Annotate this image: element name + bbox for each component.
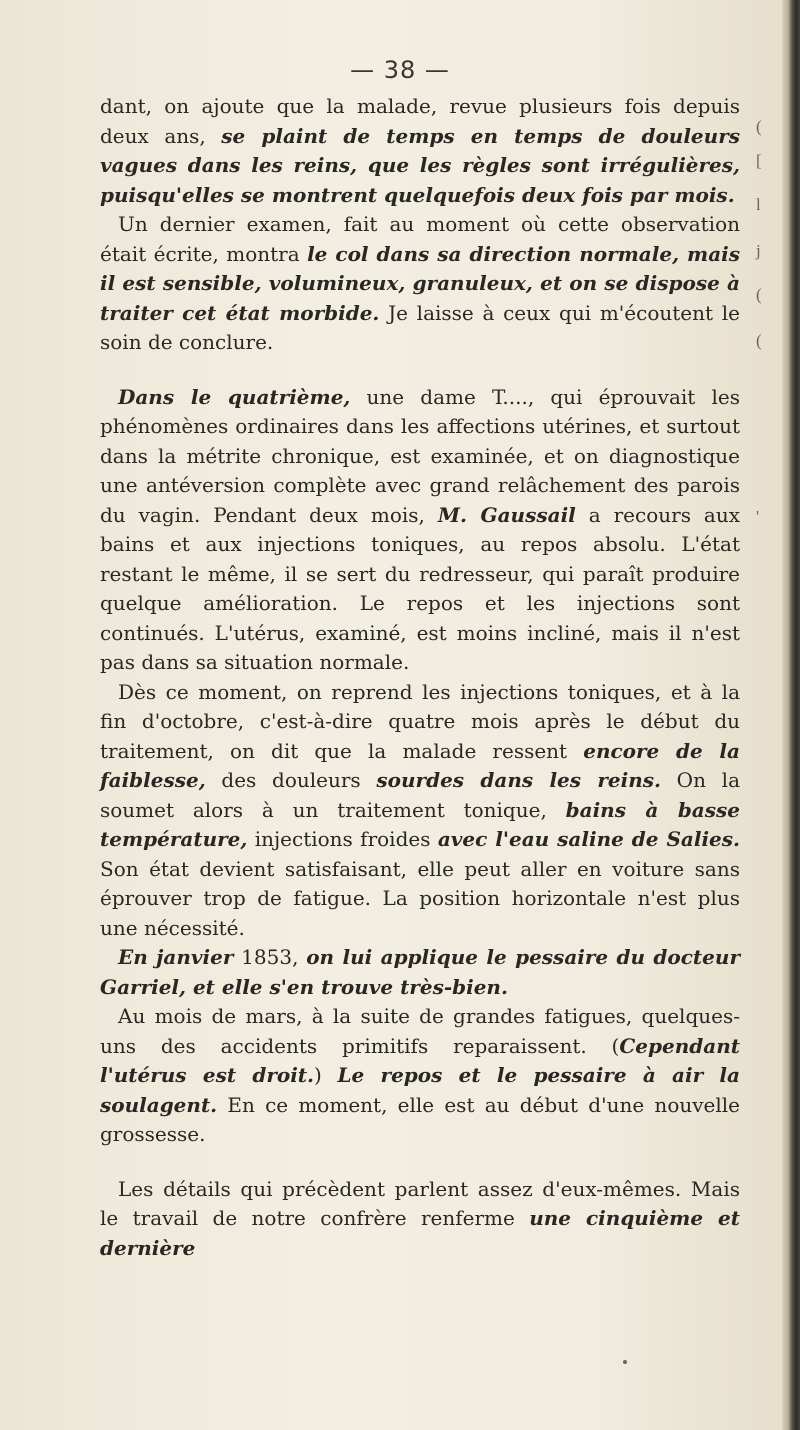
text-run: Je laisse à ceux qui m'écoutent le soin de conclure. — [100, 300, 740, 354]
margin-mark: ( — [756, 331, 762, 350]
italic-run: avec l'eau saline de Salies. — [437, 827, 740, 851]
paragraph-4 — [100, 678, 740, 944]
text-run: injections froides — [247, 827, 438, 851]
margin-mark: ( — [756, 117, 762, 136]
margin-mark: ( — [756, 285, 762, 304]
italic-run: se plaint de temps en temps de douleurs vagues dans les reins, que les règles sont irrégulières, puisqu'elles se montrent quelquefois deux fois par mois. — [100, 123, 740, 207]
paragraph-3 — [100, 383, 740, 678]
italic-run: bains à basse température, — [100, 797, 741, 851]
text-run: ) — [314, 1063, 338, 1087]
text-run: 1853, — [233, 945, 307, 969]
book-binding-edge — [782, 0, 800, 1430]
text-run: Les détails qui précèdent parlent assez d'eux-mêmes. Mais le travail de notre confrère renferme — [100, 1176, 740, 1230]
paragraph-2 — [100, 210, 740, 358]
paragraph-5 — [100, 943, 740, 1002]
margin-show-through — [756, 117, 776, 526]
italic-run: Le repos et le pessaire à air la soulagent. — [100, 1063, 740, 1117]
italic-run: Cependant l'utérus est droit. — [100, 1033, 740, 1087]
text-run: des douleurs — [205, 768, 377, 792]
italic-run: M. Gaussail — [437, 502, 576, 527]
text-run: On la soumet alors à un traitement tonique, — [100, 768, 740, 822]
italic-run: Dans le quatrième, — [118, 384, 351, 409]
body-text — [100, 92, 740, 1263]
text-run: Dès ce moment, on reprend les injections toniques, et à la fin d'octobre, c'est-à-dire quatre mois après le début du traitement, on dit que la malade ressent — [100, 679, 740, 763]
paragraph-6 — [100, 1002, 740, 1150]
text-run: En ce moment, elle est au début d'une nouvelle grossesse. — [100, 1092, 740, 1146]
text-run: a recours aux bains et aux injections toniques, au repos absolu. L'état restant le même, il se sert du redresseur, qui paraît produire quelque amélioration. Le repos et les injections sont continués. L'utérus, examiné, est moins incliné, mais il n'est pas dans sa situation normale. — [100, 502, 740, 674]
italic-run: on lui applique le pessaire du docteur Garriel, et elle s'en trouve très-bien. — [100, 945, 740, 999]
margin-mark: j — [756, 241, 761, 260]
text-run: dant, on ajoute que la malade, revue plusieurs fois depuis deux ans, — [100, 94, 740, 148]
italic-run: En janvier — [118, 945, 234, 969]
margin-mark: [ — [756, 151, 762, 170]
italic-run: le col dans sa direction normale, mais il est sensible, volumineux, granuleux, et on se dispose à traiter cet état morbide. — [100, 241, 741, 325]
text-run: une dame T...., qui éprouvait les phénomènes ordinaires dans les affections utérines, et surtout dans la métrite chronique, est examinée, et on diagnostique une antéversion complète avec grand relâchement des parois du vagin. Pendant deux mois, — [100, 384, 740, 527]
text-run: Au mois de mars, à la suite de grandes fatigues, quelques-uns des accidents primitifs reparaissent. ( — [100, 1004, 740, 1058]
page-number: — 38 — — [350, 56, 450, 84]
italic-run: une cinquième et dernière — [100, 1206, 740, 1260]
italic-run: sourdes dans les reins. — [376, 768, 661, 792]
text-run: Un dernier examen, fait au moment où cette observation était écrite, montra — [100, 212, 740, 266]
margin-mark: ' — [756, 507, 760, 526]
text-run: Son état devient satisfaisant, elle peut aller en voiture sans éprouver trop de fatigue. La position horizontale n'est plus une nécessité. — [100, 856, 740, 940]
margin-mark: l — [756, 195, 761, 214]
italic-run: encore de la faiblesse, — [100, 738, 740, 792]
paragraph-1 — [100, 92, 740, 210]
ink-speck — [623, 1360, 627, 1364]
paragraph-7 — [100, 1175, 740, 1264]
